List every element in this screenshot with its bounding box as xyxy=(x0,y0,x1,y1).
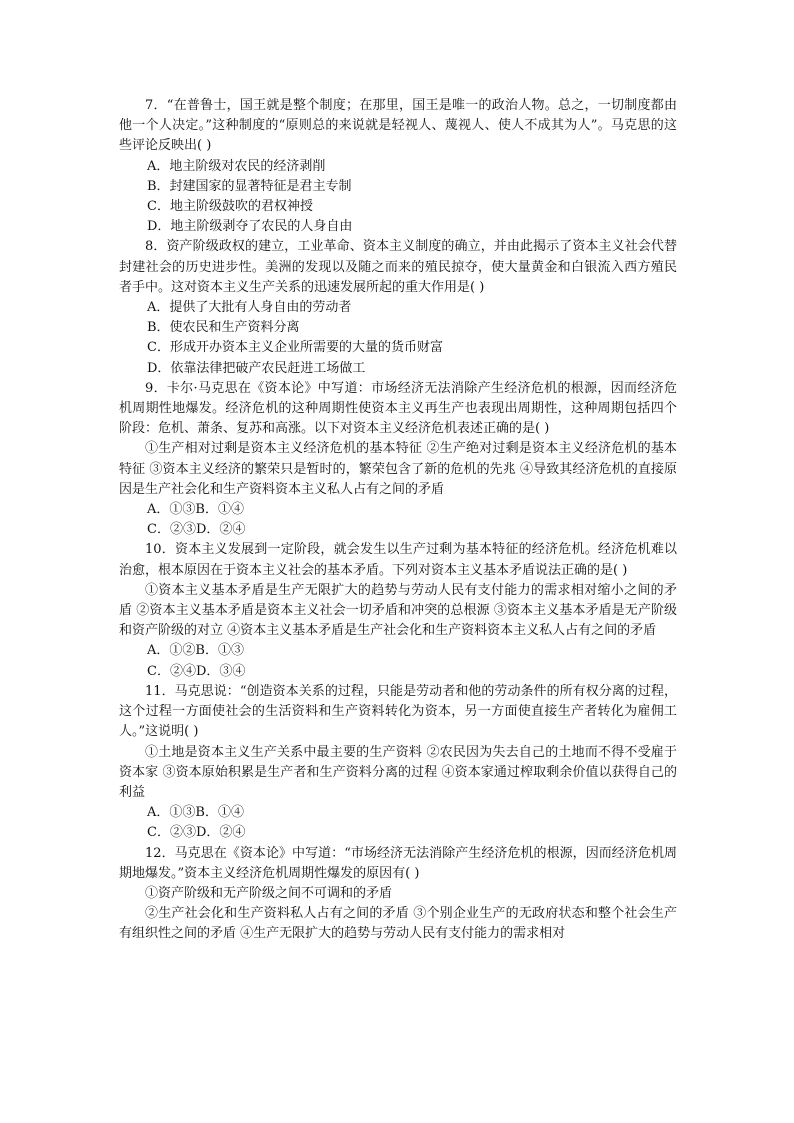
options-row: C．②③D．②④ xyxy=(147,825,246,841)
option-d: D．依靠法律把破产农民赶进工场做工 xyxy=(147,360,366,376)
document-page xyxy=(119,96,677,945)
option-a: A．地主阶级对农民的经济剥削 xyxy=(147,158,326,174)
question-stem: 12．马克思在《资本论》中写道：“市场经济无法消除产生经济危机的根源，因而经济危机周期地爆发。”资本主义经济危机周期性爆发的原因有( ) xyxy=(119,845,677,881)
question-12 xyxy=(119,844,677,945)
statement-items: ②生产社会化和生产资料私人占有之间的矛盾 ③个别企业生产的无政府状态和整个社会生产有组织性之间的矛盾 ④生产无限扩大的趋势与劳动人民有支付能力的需求相对 xyxy=(119,906,677,942)
question-stem: 10．资本主义发展到一定阶段，就会发生以生产过剩为基本特征的经济危机。经济危机难以治愈，根本原因在于资本主义社会的基本矛盾。下列对资本主义基本矛盾说法正确的是( ) xyxy=(119,542,677,578)
statement-items: ①生产相对过剩是资本主义经济危机的基本特征 ②生产绝对过剩是资本主义经济危机的基本特征 ③资本主义经济的繁荣只是暂时的，繁荣包含了新的危机的先兆 ④导致其经济危机的直接原因是生产社会化和生产资料资本主义私人占有之间的矛盾 xyxy=(119,441,677,497)
statement-items: ①土地是资本主义生产关系中最主要的生产资料 ②农民因为失去自己的土地而不得不受雇于资本家 ③资本原始积累是生产者和生产资料分离的过程 ④资本家通过榨取剩余价值以获得自己的利益 xyxy=(119,744,677,800)
options-row: A．①②B．①③ xyxy=(147,643,244,659)
options-row: C．②④D．③④ xyxy=(147,663,246,679)
option-a: A．提供了大批有人身自由的劳动者 xyxy=(147,300,352,316)
question-7 xyxy=(119,96,677,237)
question-stem: 8．资产阶级政权的建立，工业革命、资本主义制度的确立，并由此揭示了资本主义社会代替封建社会的历史进步性。美洲的发现以及随之而来的殖民掠夺，使大量黄金和白银流入西方殖民者手中。这对资本主义生产关系的迅速发展所起的重大作用是( ) xyxy=(119,239,677,295)
question-11 xyxy=(119,682,677,844)
question-stem: 11．马克思说：“创造资本关系的过程，只能是劳动者和他的劳动条件的所有权分离的过程，这个过程一方面使社会的生活资料和生产资料转化为资本，另一方面使直接生产者转化为雇佣工人。”这说明( ) xyxy=(119,683,677,740)
option-c: C．地主阶级鼓吹的君权神授 xyxy=(147,199,313,215)
option-b: B．使农民和生产资料分离 xyxy=(147,320,300,336)
option-d: D．地主阶级剥夺了农民的人身自由 xyxy=(147,219,353,235)
question-9 xyxy=(119,379,677,541)
question-8 xyxy=(119,237,677,378)
option-b: B．封建国家的显著特征是君主专制 xyxy=(147,178,352,194)
question-stem: 7．“在普鲁士，国王就是整个制度；在那里，国王是唯一的政治人物。总之，一切制度都由他一个人决定。”这种制度的“原则总的来说就是轻视人、蔑视人、使人不成其为人”。马克思的这些评论反映出( ) xyxy=(119,98,677,154)
options-row: A．①③B．①④ xyxy=(147,805,244,821)
options-row: A．①③B．①④ xyxy=(147,502,244,518)
question-10 xyxy=(119,540,677,681)
statement-items: ①资本主义基本矛盾是生产无限扩大的趋势与劳动人民有支付能力的需求相对缩小之间的矛盾 ②资本主义基本矛盾是资本主义社会一切矛盾和冲突的总根源 ③资本主义基本矛盾是无产阶级和资产阶级的对立 ④资本主义基本矛盾是生产社会化和生产资料资本主义私人占有之间的矛盾 xyxy=(119,582,677,639)
options-row: C．②③D．②④ xyxy=(147,522,246,538)
statement-item: ①资产阶级和无产阶级之间不可调和的矛盾 xyxy=(145,885,393,901)
option-c: C．形成开办资本主义企业所需要的大量的货币财富 xyxy=(147,340,443,356)
question-stem: 9．卡尔·马克思在《资本论》中写道：市场经济无法消除产生经济危机的根源，因而经济危机周期性地爆发。经济危机的这种周期性使资本主义再生产也表现出周期性，这种周期包括四个阶段：危机、萧条、复苏和高涨。以下对资本主义经济危机表述正确的是( ) xyxy=(119,380,677,437)
